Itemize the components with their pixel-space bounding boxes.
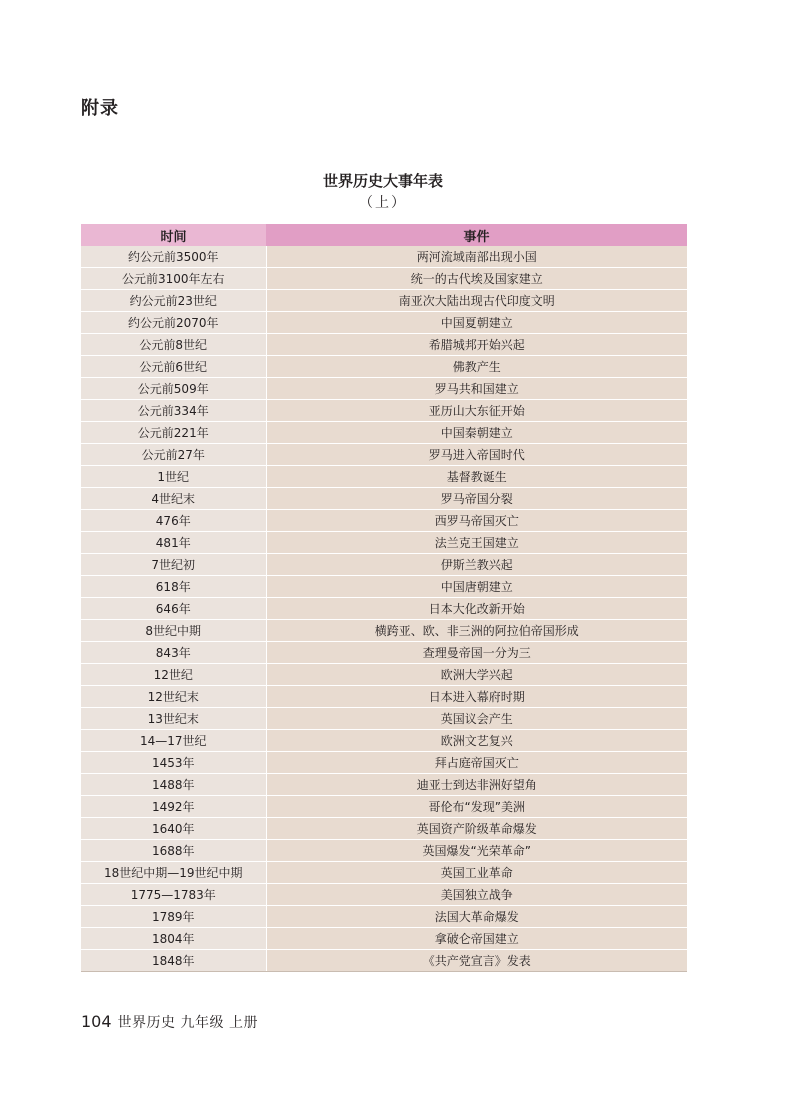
table-row <box>81 510 687 532</box>
time-cell: 约公元前3500年 <box>81 246 266 268</box>
page-number: 104 <box>81 1012 112 1031</box>
table-row <box>81 400 687 422</box>
table-row <box>81 554 687 576</box>
chronology-table <box>81 224 687 972</box>
table-row <box>81 642 687 664</box>
time-cell: 13世纪末 <box>81 708 266 730</box>
table-row <box>81 444 687 466</box>
time-cell: 8世纪中期 <box>81 620 266 642</box>
event-cell: 罗马帝国分裂 <box>266 488 687 510</box>
column-header-time: 时间 <box>81 224 266 246</box>
event-cell: 日本进入幕府时期 <box>266 686 687 708</box>
time-cell: 公元前6世纪 <box>81 356 266 378</box>
event-cell: 英国资产阶级革命爆发 <box>266 818 687 840</box>
time-cell: 481年 <box>81 532 266 554</box>
time-cell: 7世纪初 <box>81 554 266 576</box>
event-cell: 两河流域南部出现小国 <box>266 246 687 268</box>
time-cell: 1789年 <box>81 906 266 928</box>
table-row <box>81 466 687 488</box>
table-row <box>81 818 687 840</box>
event-cell: 统一的古代埃及国家建立 <box>266 268 687 290</box>
table-row <box>81 576 687 598</box>
time-cell: 约公元前23世纪 <box>81 290 266 312</box>
event-cell: 南亚次大陆出现古代印度文明 <box>266 290 687 312</box>
table-row <box>81 884 687 906</box>
time-cell: 1848年 <box>81 950 266 972</box>
table-row <box>81 378 687 400</box>
table-row <box>81 796 687 818</box>
table-row <box>81 950 687 972</box>
table-row <box>81 708 687 730</box>
table-row <box>81 664 687 686</box>
table-row <box>81 906 687 928</box>
event-cell: 罗马共和国建立 <box>266 378 687 400</box>
event-cell: 迪亚士到达非洲好望角 <box>266 774 687 796</box>
event-cell: 《共产党宣言》发表 <box>266 950 687 972</box>
table-row <box>81 268 687 290</box>
time-cell: 公元前509年 <box>81 378 266 400</box>
event-cell: 中国唐朝建立 <box>266 576 687 598</box>
time-cell: 14—17世纪 <box>81 730 266 752</box>
table-row <box>81 334 687 356</box>
time-cell: 公元前8世纪 <box>81 334 266 356</box>
table-row <box>81 928 687 950</box>
table-row <box>81 290 687 312</box>
event-cell: 基督教诞生 <box>266 466 687 488</box>
table-row <box>81 730 687 752</box>
table-row <box>81 488 687 510</box>
column-header-event: 事件 <box>266 224 687 246</box>
table-row <box>81 532 687 554</box>
event-cell: 佛教产生 <box>266 356 687 378</box>
table-title: 世界历史大事年表 <box>322 172 443 190</box>
table-row <box>81 686 687 708</box>
time-cell: 1688年 <box>81 840 266 862</box>
table-row <box>81 620 687 642</box>
page-footer <box>81 1012 258 1032</box>
event-cell: 英国议会产生 <box>266 708 687 730</box>
event-cell: 法兰克王国建立 <box>266 532 687 554</box>
table-row <box>81 862 687 884</box>
time-cell: 1640年 <box>81 818 266 840</box>
table-body <box>81 246 687 972</box>
event-cell: 中国夏朝建立 <box>266 312 687 334</box>
time-cell: 18世纪中期—19世纪中期 <box>81 862 266 884</box>
time-cell: 12世纪 <box>81 664 266 686</box>
time-cell: 约公元前2070年 <box>81 312 266 334</box>
event-cell: 英国爆发“光荣革命” <box>266 840 687 862</box>
table-header-row <box>81 224 687 246</box>
time-cell: 公元前27年 <box>81 444 266 466</box>
time-cell: 1775—1783年 <box>81 884 266 906</box>
event-cell: 哥伦布“发现”美洲 <box>266 796 687 818</box>
time-cell: 476年 <box>81 510 266 532</box>
event-cell: 西罗马帝国灭亡 <box>266 510 687 532</box>
event-cell: 希腊城邦开始兴起 <box>266 334 687 356</box>
event-cell: 美国独立战争 <box>266 884 687 906</box>
time-cell: 公元前3100年左右 <box>81 268 266 290</box>
table-row <box>81 246 687 268</box>
event-cell: 法国大革命爆发 <box>266 906 687 928</box>
event-cell: 查理曼帝国一分为三 <box>266 642 687 664</box>
table-row <box>81 774 687 796</box>
event-cell: 欧洲文艺复兴 <box>266 730 687 752</box>
event-cell: 英国工业革命 <box>266 862 687 884</box>
time-cell: 1488年 <box>81 774 266 796</box>
event-cell: 伊斯兰教兴起 <box>266 554 687 576</box>
table-row <box>81 752 687 774</box>
time-cell: 646年 <box>81 598 266 620</box>
table-row <box>81 312 687 334</box>
time-cell: 1492年 <box>81 796 266 818</box>
table-row <box>81 840 687 862</box>
event-cell: 亚历山大东征开始 <box>266 400 687 422</box>
table-row <box>81 598 687 620</box>
time-cell: 618年 <box>81 576 266 598</box>
table-subtitle: （上） <box>359 195 407 211</box>
book-title: 世界历史 九年级 上册 <box>117 1015 258 1031</box>
time-cell: 公元前334年 <box>81 400 266 422</box>
event-cell: 中国秦朝建立 <box>266 422 687 444</box>
time-cell: 843年 <box>81 642 266 664</box>
event-cell: 拜占庭帝国灭亡 <box>266 752 687 774</box>
event-cell: 横跨亚、欧、非三洲的阿拉伯帝国形成 <box>266 620 687 642</box>
time-cell: 1世纪 <box>81 466 266 488</box>
time-cell: 公元前221年 <box>81 422 266 444</box>
event-cell: 罗马进入帝国时代 <box>266 444 687 466</box>
time-cell: 1804年 <box>81 928 266 950</box>
time-cell: 4世纪末 <box>81 488 266 510</box>
event-cell: 欧洲大学兴起 <box>266 664 687 686</box>
event-cell: 拿破仑帝国建立 <box>266 928 687 950</box>
event-cell: 日本大化改新开始 <box>266 598 687 620</box>
table-row <box>81 356 687 378</box>
time-cell: 1453年 <box>81 752 266 774</box>
appendix-heading: 附录 <box>81 98 119 119</box>
table-row <box>81 422 687 444</box>
time-cell: 12世纪末 <box>81 686 266 708</box>
